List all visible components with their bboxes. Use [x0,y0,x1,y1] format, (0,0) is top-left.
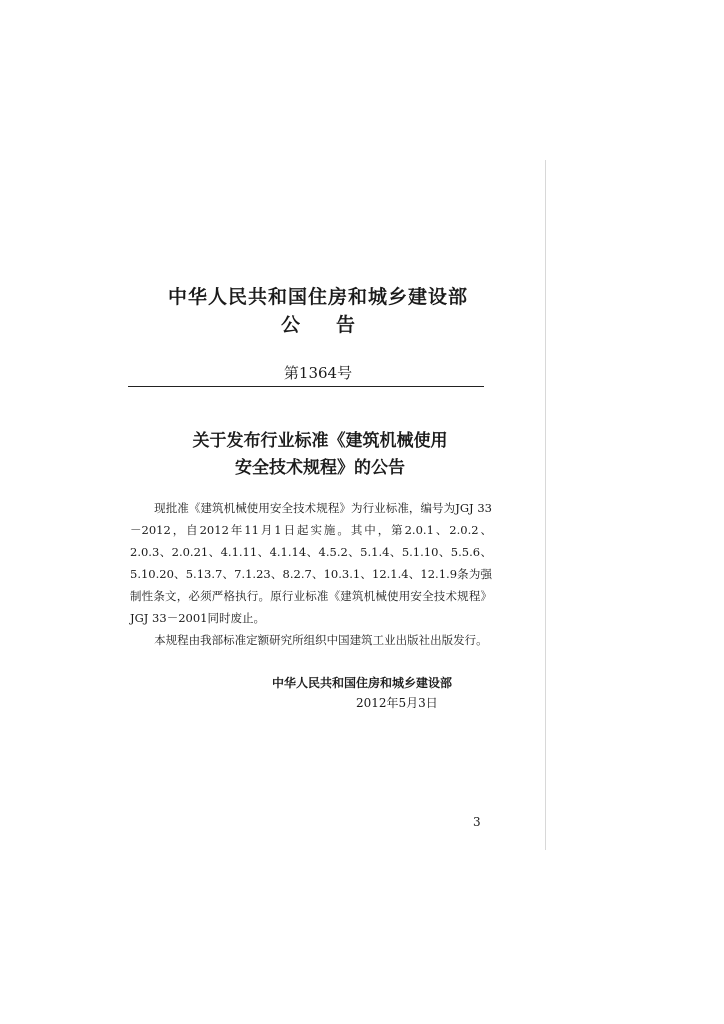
notice-body [130,497,492,651]
notice-title-line-1: 关于发布行业标准《建筑机械使用 [192,431,448,451]
header-rule [128,386,484,387]
notice-title-line-2: 安全技术规程》的公告 [235,458,405,478]
notice-number: 第1364号 [283,364,353,382]
body-paragraph-2: 本规程由我部标准定额研究所组织中国建筑工业出版社出版发行。 [154,633,488,647]
page-number: 3 [473,815,481,829]
signature-organization: 中华人民共和国住房和城乡建设部 [272,676,453,690]
ministry-heading: 中华人民共和国住房和城乡建设部 [167,286,468,308]
page-edge-line [545,160,546,850]
notice-heading: 公告 [280,314,391,336]
body-paragraph-1: 现批准《建筑机械使用安全技术规程》为行业标准，编号为JGJ 33－2012，自2012年11月1日起实施。其中，第2.0.1、2.0.2、2.0.3、2.0.21、4.1.11、4.1.14、4.5.2、5.1.4、5.1.10、5.5.6、5.10.20、5.13.7、7.1.23、8.2.7、10.3.1、12.1.4、12.1.9条为强制性条文，必须严格执行。原行业标准《建筑机械使用安全技术规程》JGJ 33－2001同时废止。 [130,501,492,625]
signature-date: 2012年5月3日 [356,696,438,710]
notice-title [128,428,512,482]
